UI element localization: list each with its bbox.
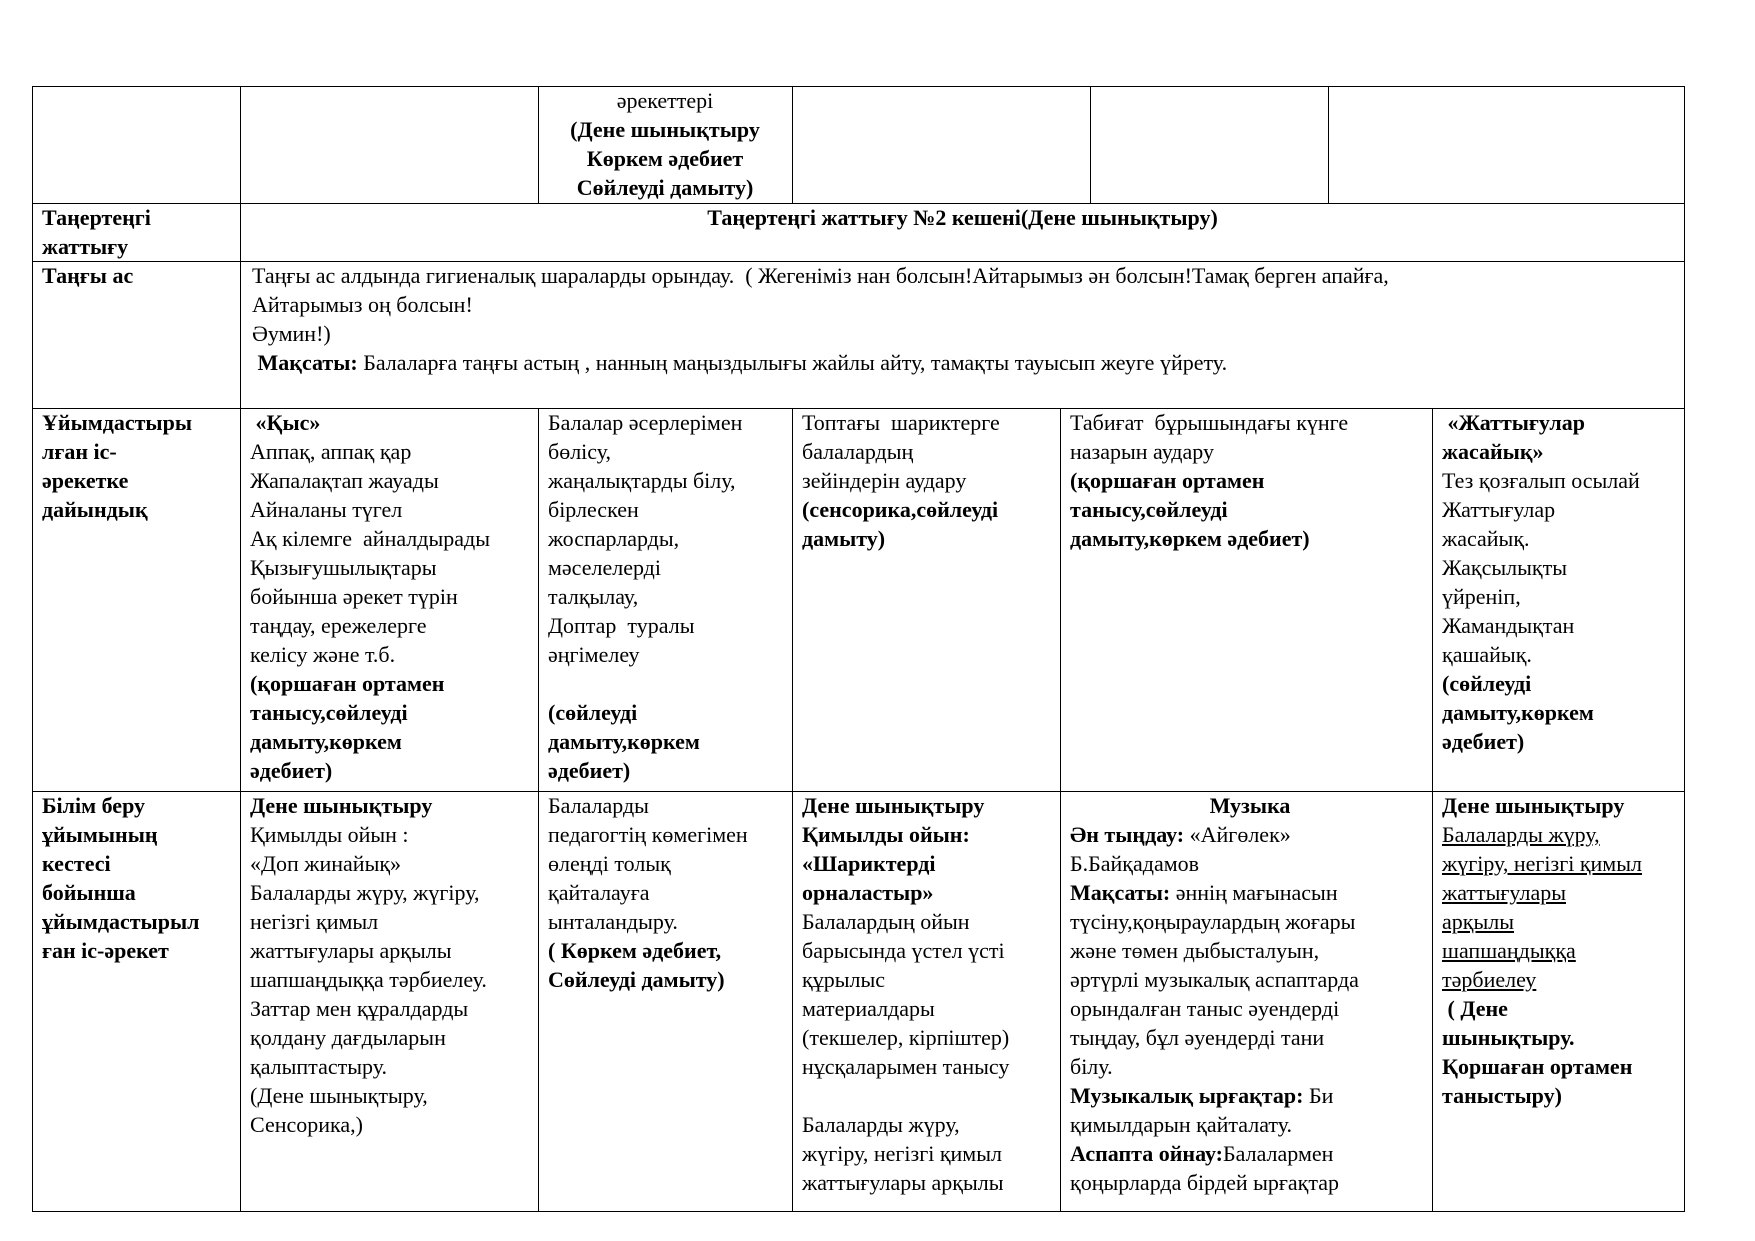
prep-title: «Қыс» (250, 410, 321, 435)
breakfast-label: Таңғы ас (42, 263, 134, 288)
col-divider (1328, 86, 1329, 203)
col-divider (240, 86, 241, 1212)
prep-label: Ұйымдастыры лған іс- әрекетке дайындық (42, 410, 193, 522)
breakfast-line: Таңғы ас алдында гигиеналық шараларды орындау. ( Жегеніміз нан болсын!Айтарымыз ән болсын!Тамақ берген апайға, (252, 263, 1389, 288)
col-divider (1090, 86, 1091, 203)
activities-cell (538, 86, 792, 202)
col-divider (792, 408, 793, 1212)
col-divider (1432, 408, 1433, 1212)
prep-cell-monday: «Қыс» Аппақ, аппақ қар Жапалақтап жауады Айналаны түгел Ақ кілемге айналдырады Қызығушылықтары бойынша әрекет түрін таңдау, ережелерге келісу және т.б. (қоршаған ортамен танысу,сөйлеуді дамыту,көркем әдебиет) (250, 408, 536, 785)
breakfast-line: Әумин!) (252, 321, 331, 346)
col-divider (792, 86, 793, 203)
activities-subject: (Дене шынықтыру (570, 117, 760, 142)
col-divider (538, 408, 539, 1212)
breakfast-goal: Мақсаты: Балаларға таңғы астың , нанның маңыздылығы жайлы айту, тамақты тауысып жеуге үйрету. (257, 350, 1228, 375)
schedule-label: Білім беру ұйымының кестесі бойынша ұйымдастырыл ған іс-әрекет (42, 793, 200, 963)
schedule-cell-monday: Дене шынықтыру Қимылды ойын : «Доп жинайық» Балаларды жүру, жүгіру, негізгі қимыл жаттығулары арқылы шапшаңдыққа тәрбиелеу. Заттар мен құралдарды қолдану дағдыларын қалыптастыру. (Дене шынықтыру, Сенсорика,) (250, 793, 487, 1137)
activities-subject: Сөйлеуді дамыту) (576, 175, 754, 200)
schedule-cell-tuesday: Балаларды педагогтің көмегімен өлеңді толық қайталауға ынталандыру. ( Көркем әдебиет, Сөйлеуді дамыту) (548, 793, 748, 992)
morning-exercise-label: Таңертеңгі жаттығу (42, 205, 151, 259)
schedule-cell-wednesday: Дене шынықтыру Қимылды ойын: «Шариктерді орналастыр» Балалардың ойын барысында үстел үсті құрылыс материалдары (текшелер, кірпіштер) нұсқаларымен танысу Балаларды жүру, жүгіру, негізгі қимыл жаттығулары арқылы (802, 793, 1010, 1195)
schedule-cell-friday: Дене шынықтыру Балаларды жүру, жүгіру, негізгі қимыл жаттығулары арқылы шапшаңдыққа тәрбиелеу ( Дене шынықтыру. Қоршаған ортамен таныстыру) (1442, 793, 1642, 1108)
col-divider (1060, 408, 1061, 1212)
breakfast-line: Айтарымыз оң болсын! (252, 292, 473, 317)
prep-cell-wednesday: Топтағы шариктерге балалардың зейіндерін аудару (сенсорика,сөйлеуді дамыту) (802, 410, 1000, 551)
prep-cell-tuesday: Балалар әсерлерімен бөлісу, жаңалықтарды білу, бірлескен жоспарларды, мәселелерді талқылау, Доптар туралы әңгімелеу (сөйлеуді дамыту,көркем әдебиет) (548, 410, 743, 783)
activities-text: әрекеттері (616, 88, 714, 113)
breakfast-content (252, 261, 1677, 377)
prep-cell-friday: «Жаттығулар жасайық» Тез қозғалып осылай Жаттығулар жасайық. Жақсылықты үйреніп, Жамандықтан қашайық. (сөйлеуді дамыту,көркем әдебиет) (1442, 410, 1640, 754)
music-title: Музыка (1209, 793, 1291, 818)
activities-subject: Көркем әдебиет (586, 146, 744, 171)
morning-exercise-content: Таңертеңгі жаттығу №2 кешені(Дене шынықтыру) (707, 205, 1218, 230)
schedule-cell-thursday: Музыка Ән тыңдау: «Айгөлек» Б.Байқадамов Мақсаты: әннің мағынасын түсіну,қоңыраулардың жоғары және төмен дыбысталуын, әртүрлі музыкалық аспаптарда орындалған таныс әуендерді тыңдау, бұл әуендерді тани білу. Музыкалық ырғақтар: Би қимылдарын қайталату. Аспапта ойнау:Балалармен қоңырларда бірдей ырғақтар (1070, 791, 1430, 1197)
prep-cell-thursday: Табиғат бұрышындағы күнге назарын аудару (қоршаған ортамен танысу,сөйлеуді дамыту,көркем әдебиет) (1070, 410, 1349, 551)
